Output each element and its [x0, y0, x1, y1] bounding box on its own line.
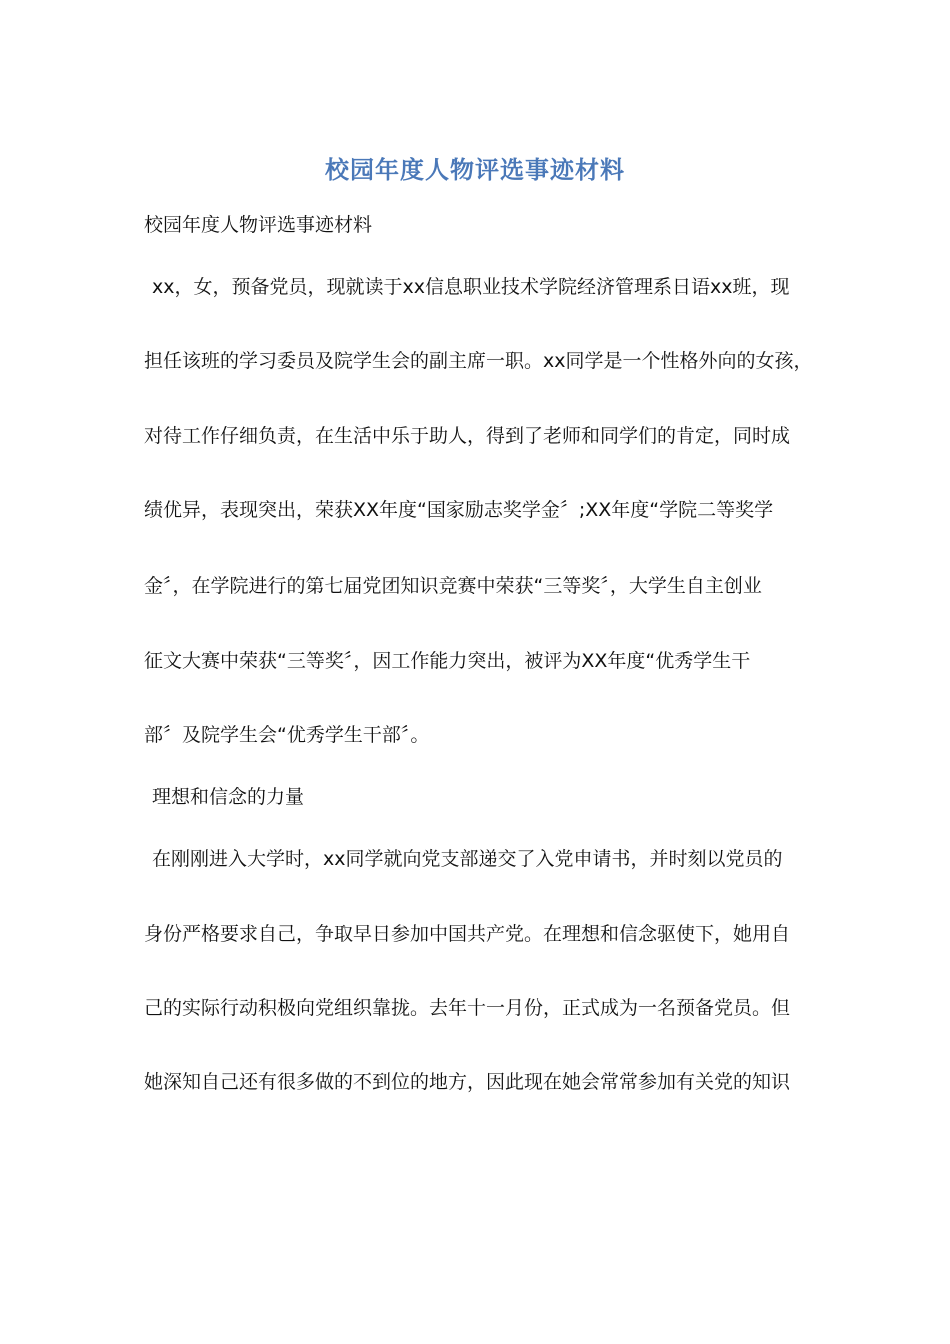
paragraph-line: 担任该班的学习委员及院学生会的副主席一职。xx同学是一个性格外向的女孩，	[144, 350, 813, 372]
paragraph-line: 绩优异，表现突出，荣获XX年度“国家励志奖学金〞;XX年度“学院二等奖学	[144, 499, 774, 521]
paragraph-line: 征文大赛中荣获“三等奖〞，因工作能力突出，被评为XX年度“优秀学生干	[144, 650, 751, 672]
paragraph-heading: 校园年度人物评选事迹材料	[144, 214, 373, 236]
paragraph-line: 部〞及院学生会“优秀学生干部〞。	[144, 724, 430, 746]
paragraph-line: 对待工作仔细负责，在生活中乐于助人，得到了老师和同学们的肯定，同时成	[144, 425, 791, 447]
section-heading: 理想和信念的力量	[152, 786, 305, 808]
paragraph-line: 在刚刚进入大学时，xx同学就向党支部递交了入党申请书，并时刻以党员的	[152, 848, 783, 870]
document-title: 校园年度人物评选事迹材料	[325, 155, 625, 184]
paragraph-line: 身份严格要求自己，争取早日参加中国共产党。在理想和信念驱使下，她用自	[144, 923, 791, 945]
paragraph-line: 金〞，在学院进行的第七届党团知识竞赛中荣获“三等奖〞，大学生自主创业	[144, 575, 762, 597]
paragraph-line: 她深知自己还有很多做的不到位的地方，因此现在她会常常参加有关党的知识	[144, 1071, 791, 1093]
paragraph-line: 己的实际行动积极向党组织靠拢。去年十一月份，正式成为一名预备党员。但	[144, 997, 791, 1019]
paragraph-line: xx，女，预备党员，现就读于xx信息职业技术学院经济管理系日语xx班，现	[152, 276, 790, 298]
